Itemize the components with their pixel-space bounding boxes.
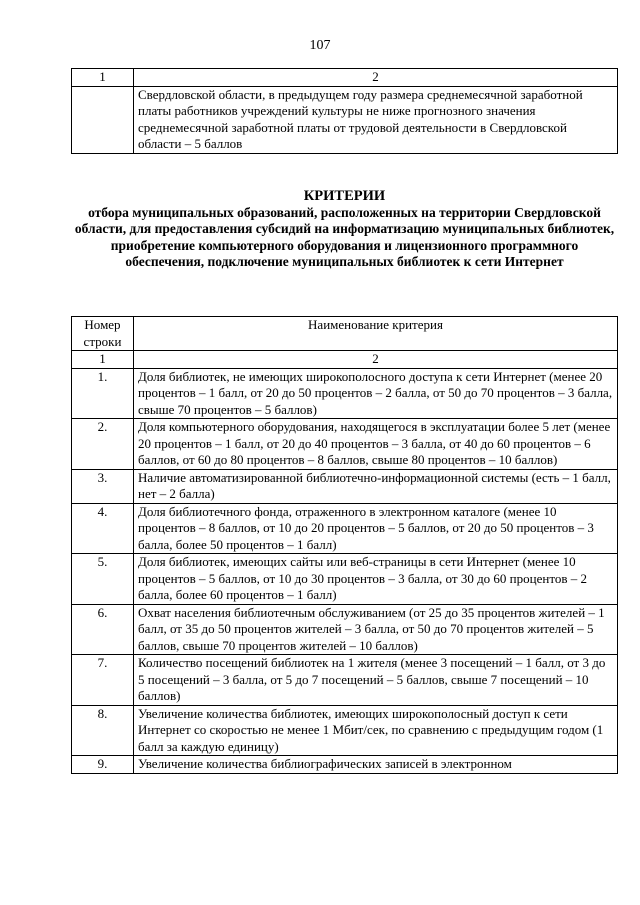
row-number: 1. bbox=[72, 368, 134, 419]
table-row bbox=[72, 419, 618, 470]
continuation-col-1-number: 1 bbox=[72, 69, 134, 87]
heading-subtitle: отбора муниципальных образований, расположенных на территории Свердловской области, для предоставления субсидий на информатизацию муниципальных библиотек, приобретение компьютерного оборудования и лицензионного программного обеспечения, подключение муниципальных библиотек к сети Интернет bbox=[74, 204, 615, 269]
table-row bbox=[72, 554, 618, 605]
page-number: 107 bbox=[309, 38, 331, 53]
criterion-text: Доля библиотек, не имеющих широкополосного доступа к сети Интернет (менее 20 процентов – 1 балл, от 20 до 50 процентов – 2 балла, от 50 до 70 процентов – 3 балла, свыше 70 процентов – 5 баллов) bbox=[134, 368, 618, 419]
criteria-column-numbers-row bbox=[72, 351, 618, 369]
continuation-header-row bbox=[72, 69, 618, 87]
document-heading bbox=[72, 188, 617, 271]
header-criterion-name: Наименование критерия bbox=[134, 317, 618, 351]
table-row bbox=[72, 705, 618, 756]
criterion-text: Увеличение количества библиотек, имеющих широкополосный доступ к сети Интернет со скоростью не менее 1 Мбит/сек, по сравнению с предыдущим годом (1 балл за каждую единицу) bbox=[134, 705, 618, 756]
row-number: 3. bbox=[72, 469, 134, 503]
row-number: 5. bbox=[72, 554, 134, 605]
criteria-table bbox=[71, 316, 618, 774]
criterion-text: Увеличение количества библиографических записей в электронном bbox=[134, 756, 618, 774]
column-number-2: 2 bbox=[134, 351, 618, 369]
continuation-empty-cell bbox=[72, 86, 134, 153]
row-number: 2. bbox=[72, 419, 134, 470]
criterion-text: Охват населения библиотечным обслуживанием (от 25 до 35 процентов жителей – 1 балл, от 35 до 50 процентов жителей – 3 балла, от 50 до 70 процентов жителей – 5 баллов, свыше 70 процентов жителей – 10 баллов) bbox=[134, 604, 618, 655]
table-row bbox=[72, 368, 618, 419]
heading-title: КРИТЕРИИ bbox=[303, 188, 386, 204]
row-number: 9. bbox=[72, 756, 134, 774]
criterion-text: Количество посещений библиотек на 1 жителя (менее 3 посещений – 1 балл, от 3 до 5 посещений – 3 балла, от 5 до 7 посещений – 5 баллов, свыше 7 посещений – 10 баллов) bbox=[134, 655, 618, 706]
table-row bbox=[72, 655, 618, 706]
criterion-text: Доля библиотек, имеющих сайты или веб-страницы в сети Интернет (менее 10 процентов – 5 баллов, от 10 до 30 процентов – 3 балла, от 30 до 60 процентов – 2 балла, более 60 процентов – 1 балл) bbox=[134, 554, 618, 605]
criterion-text: Наличие автоматизированной библиотечно-информационной системы (есть – 1 балл, нет – 2 балла) bbox=[134, 469, 618, 503]
continuation-text: Свердловской области, в предыдущем году размера среднемесячной заработной платы работников учреждений культуры не ниже прогнозного значения среднемесячной заработной платы от трудовой деятельности в Свердловской области – 5 баллов bbox=[134, 86, 618, 153]
column-number-1: 1 bbox=[72, 351, 134, 369]
row-number: 8. bbox=[72, 705, 134, 756]
continuation-col-2-number: 2 bbox=[134, 69, 618, 87]
table-row bbox=[72, 756, 618, 774]
row-number: 7. bbox=[72, 655, 134, 706]
table-row bbox=[72, 503, 618, 554]
row-number: 4. bbox=[72, 503, 134, 554]
table-row bbox=[72, 469, 618, 503]
table-row bbox=[72, 604, 618, 655]
continuation-row bbox=[72, 86, 618, 153]
criteria-header-row bbox=[72, 317, 618, 351]
criterion-text: Доля компьютерного оборудования, находящегося в эксплуатации более 5 лет (менее 20 процентов – 1 балл, от 20 до 40 процентов – 3 балла, от 40 до 60 процентов – 6 баллов, от 60 до 80 процентов – 8 баллов, свыше 80 процентов – 10 баллов) bbox=[134, 419, 618, 470]
header-row-number: Номер строки bbox=[72, 317, 134, 351]
continuation-table bbox=[71, 68, 618, 154]
row-number: 6. bbox=[72, 604, 134, 655]
criterion-text: Доля библиотечного фонда, отраженного в электронном каталоге (менее 10 процентов – 8 баллов, от 10 до 20 процентов – 5 баллов, от 20 до 50 процентов – 3 балла, более 50 процентов – 1 балл) bbox=[134, 503, 618, 554]
